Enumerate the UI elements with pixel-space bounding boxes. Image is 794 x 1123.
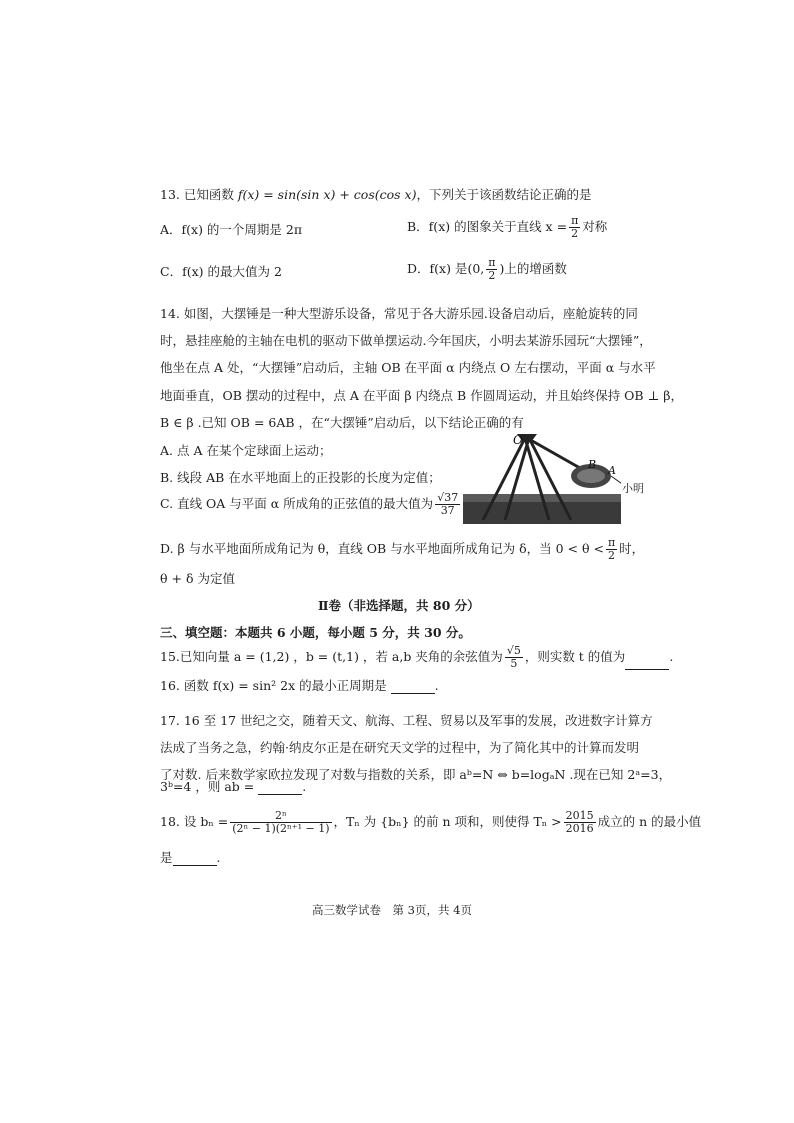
q16-answer-blank[interactable] [391,681,435,694]
q14-d-fraction: $\frac{\pi}{2}$ [607,536,616,562]
page-footer: 高三数学试卷 第 3页，共 4页 [312,903,472,917]
q15-answer-blank[interactable] [625,657,669,670]
pendulum-ride-figure [463,432,621,524]
q16: 16. 函数 f(x) = sin² 2x 的最小正周期是 . [160,678,439,693]
q14-line1: 14. 如图，大摆锤是一种大型游乐设备，常见于各大游乐园.设备启动后，座舱旋转的同 [160,306,638,321]
label-b: B [588,458,597,471]
q13-option-a: A．f(x) 的一个周期是 2π [160,222,303,237]
pointer-line [611,476,621,486]
q14-line3: 他坐在点 A 处，“大摆锤”启动后，主轴 OB 在平面 α 内绕点 O 左右摆动，平面 α 与水平 [160,360,656,375]
q14-option-d-line2: θ + δ 为定值 [160,571,235,586]
section3-heading: 三、填空题：本题共 6 小题，每小题 5 分，共 30 分。 [160,625,471,640]
q13-option-b: B．f(x) 的图象关于直线 x = $\frac{\pi}{2}$ 对称 [407,214,608,240]
q14-line5: B ∈ β .已知 OB = 6AB ，在“大摆锤”启动后，以下结论正确的有 [160,415,524,430]
label-o: O [513,433,523,447]
q18-fraction-bn: $\frac{\text{2ⁿ}}{\text{(2ⁿ − 1)(2ⁿ⁺¹ − 1)}}$ [232,809,330,835]
q13-stem: 13. 已知函数 f(x) = sin(sin x) + cos(cos x)，下列关于该函数结论正确的是 [160,187,592,202]
q15-fraction: $\frac{√5}{5}$ [506,644,521,670]
q14-line2: 时，悬挂座舱的主轴在电机的驱动下做单摆运动.今年国庆，小明去某游乐园玩“大摆锤”， [160,333,652,348]
q14-option-c: C. 直线 OA 与平面 α 所成角的正弦值的最大值为 $\frac{√37}{37}$ [160,491,459,517]
gondola-seats [577,469,605,483]
q17-line2: 法成了当务之急，约翰·纳皮尔正是在研究天文学的过程中，为了简化其中的计算而发明 [160,740,639,755]
q14-line4: 地面垂直，OB 摆动的过程中，点 A 在平面 β 内绕点 B 作圆周运动，并且始终保持 OB ⊥ β， [160,388,684,403]
q17-answer-blank[interactable] [258,782,302,795]
q17-line4: 3ᵇ=4 ，则 ab = . [160,779,307,794]
q17-line1: 17. 16 至 17 世纪之交，随着天文、航海、工程、贸易以及军事的发展，改进数字计算方 [160,713,653,728]
q18: 18. 设 bₙ = $\frac{\text{2ⁿ}}{\text{(2ⁿ − 1)(2ⁿ⁺¹ − 1)}}$ ，Tₙ 为 {bₙ} 的前 n 项和，则使得 Tₙ > $\frac{2015}{2016}$ 成立的 n 的最小值 [160,809,702,835]
q18-fraction-ratio: $\frac{2015}{2016}$ [565,809,594,835]
q13-d-fraction: $\frac{\pi}{2}$ [488,256,496,282]
q15: 15.已知向量 a = (1,2) ，b = (t,1) ，若 a,b 夹角的余弦值为 $\frac{√5}{5}$ ，则实数 t 的值为 . [160,644,674,670]
q13-option-d: D．f(x) 是(0, $\frac{\pi}{2}$ )上的增函数 [407,256,567,282]
q13-option-c: C．f(x) 的最大值为 2 [160,264,282,279]
q13-b-fraction: $\frac{\pi}{2}$ [571,214,579,240]
label-a: A [608,464,616,477]
q18-line2: 是 . [160,850,221,865]
q17-line3: 了对数. 后来数学家欧拉发现了对数与指数的关系，即 aᵇ=N ⇔ b=logₐN .现在已知 2ᵃ=3， [160,767,672,782]
part2-title: Ⅱ卷（非选择题，共 80 分） [318,598,480,613]
q14-option-d: D. β 与水平地面所成角记为 θ，直线 OB 与水平地面所成角记为 δ，当 0 < θ < $\frac{\pi}{2}$ 时， [160,536,645,562]
q18-answer-blank[interactable] [173,853,217,866]
q14-option-a: A. 点 A 在某个定球面上运动； [160,443,332,458]
q14-c-fraction: $\frac{√37}{37}$ [437,491,459,517]
q14-option-b: B. 线段 AB 在水平地面上的正投影的长度为定值； [160,470,441,485]
label-xiaoming: 小明 [622,482,644,495]
